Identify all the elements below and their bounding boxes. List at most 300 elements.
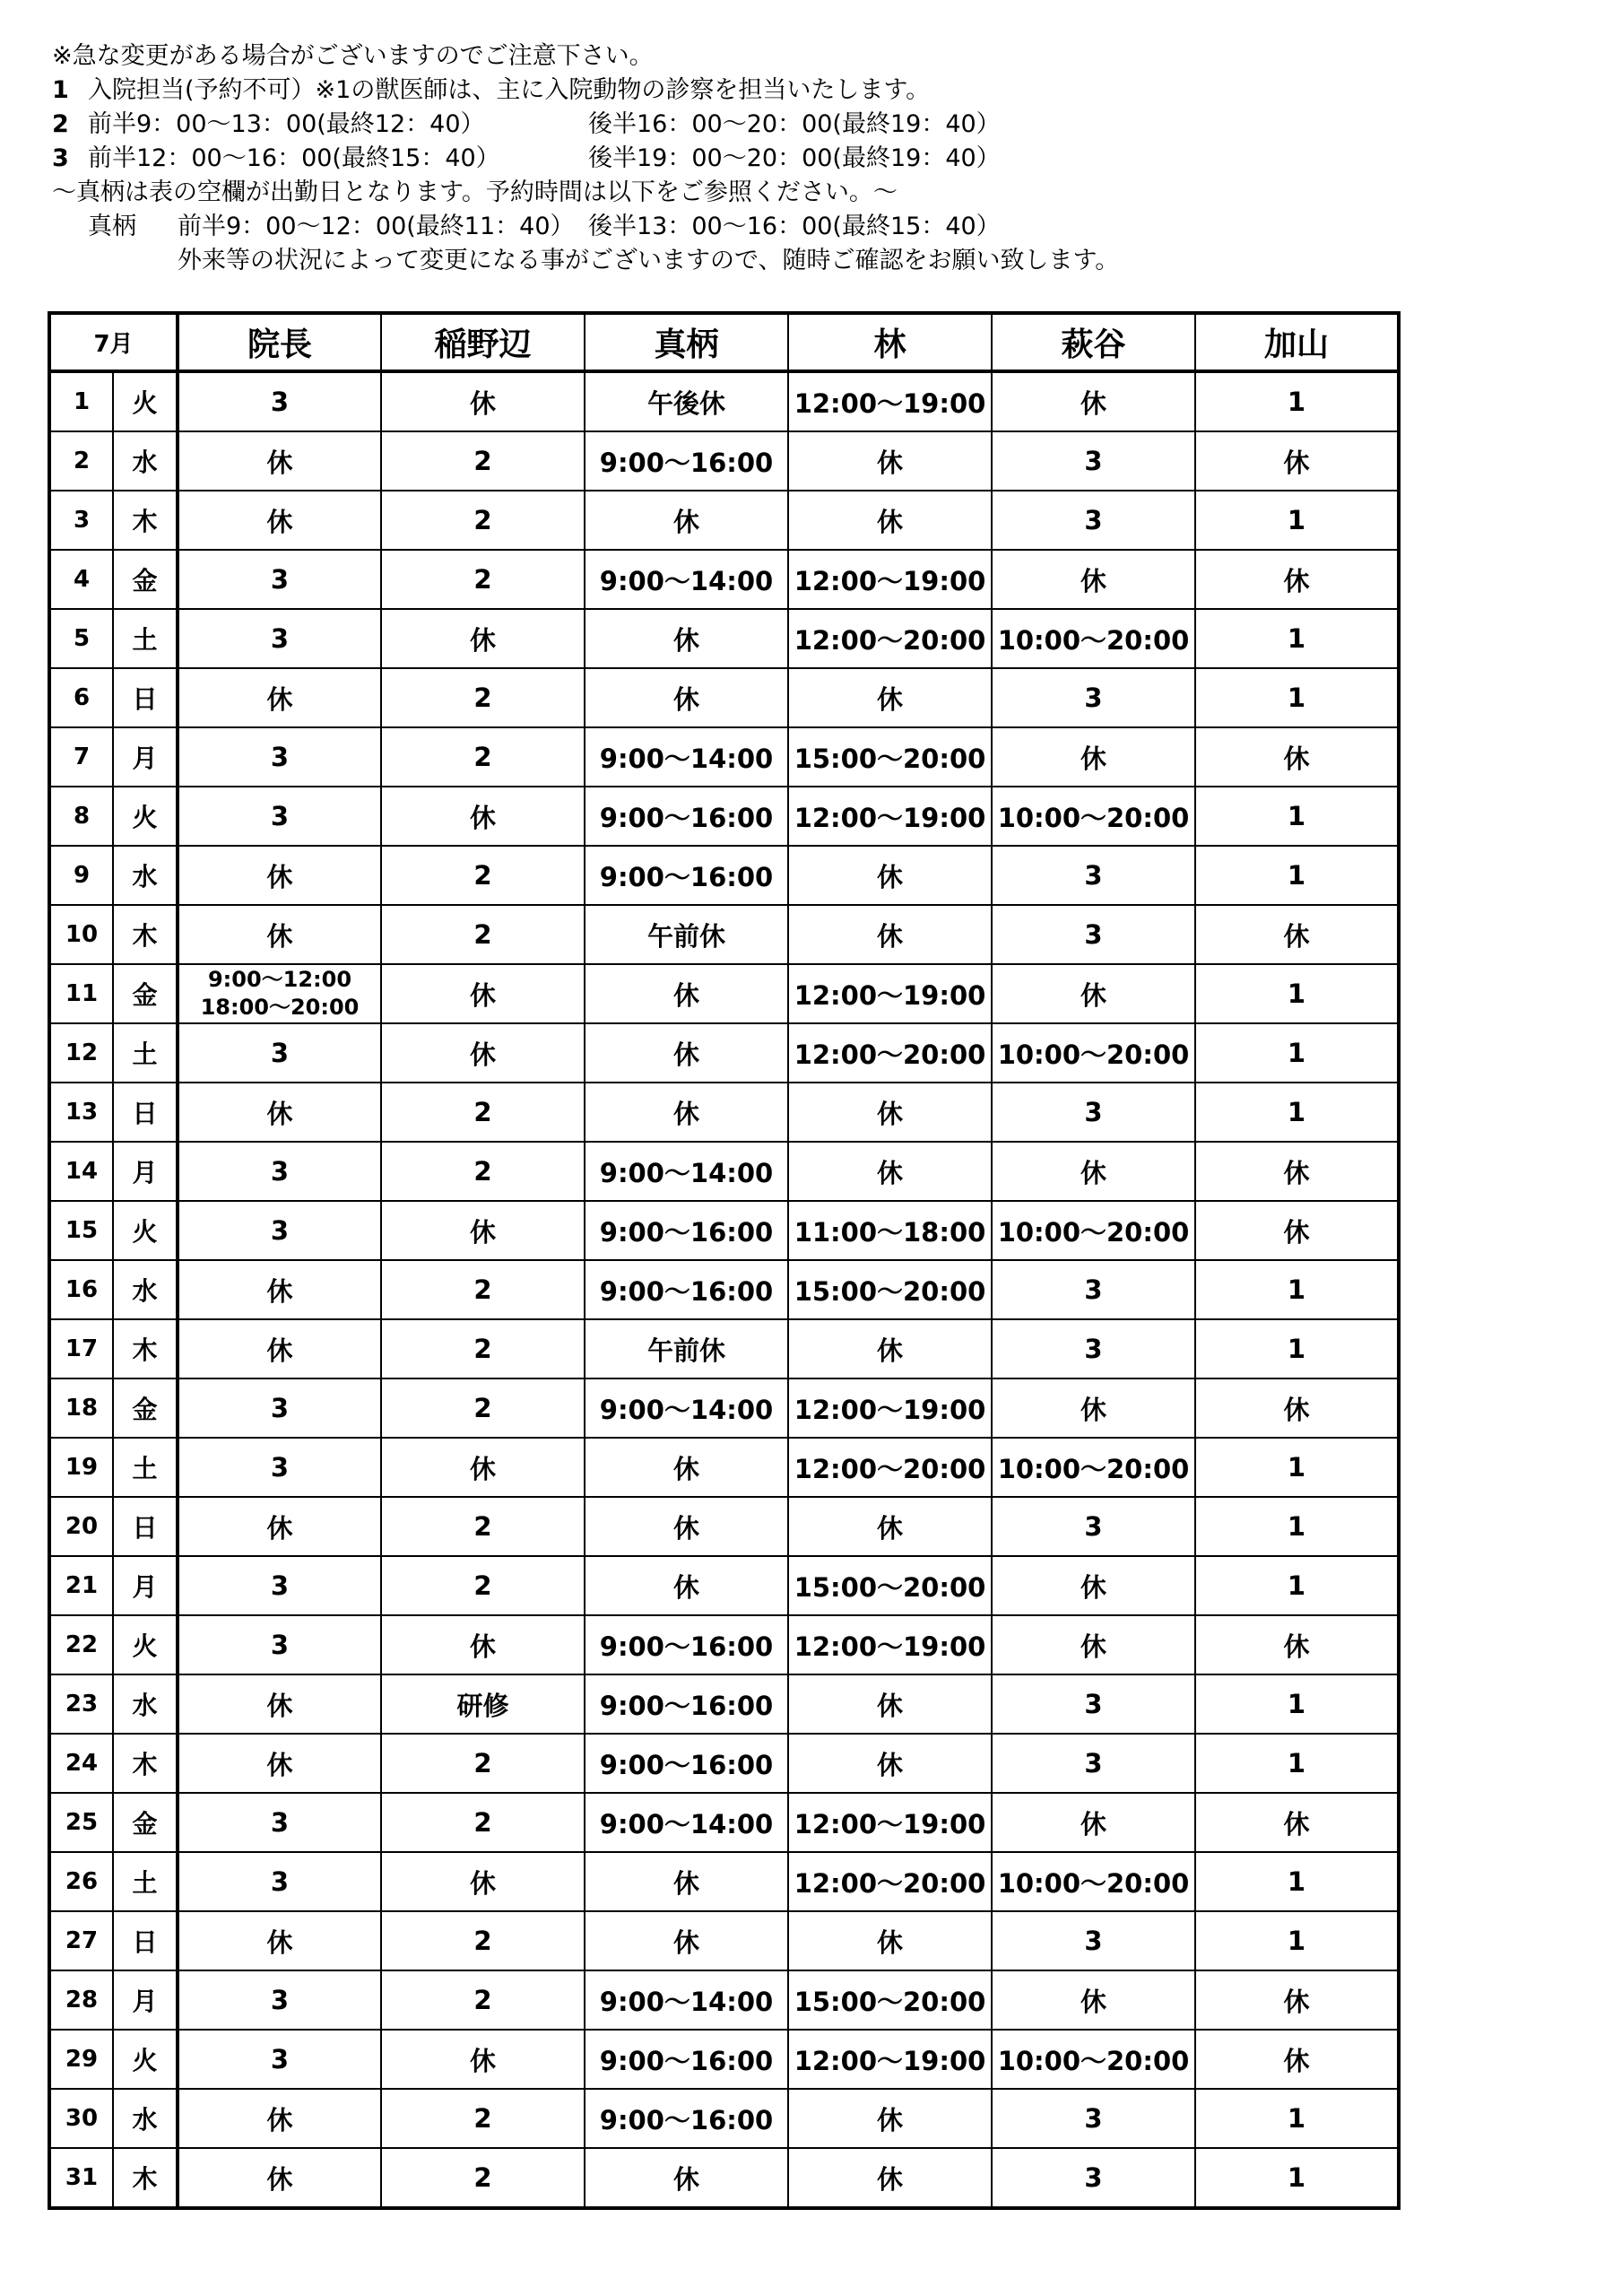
cell-hayashi: 休	[788, 491, 992, 550]
day-number: 10	[49, 905, 113, 964]
note-caution	[52, 39, 1576, 74]
weekday: 火	[113, 2030, 178, 2089]
cell-kayama: 1	[1195, 1023, 1399, 1083]
weekday: 火	[113, 1201, 178, 1260]
table-row	[49, 1201, 1399, 1260]
cell-hayashi: 休	[788, 2148, 992, 2208]
cell-inanobe: 2	[381, 431, 585, 491]
cell-hayashi: 15:00～20:00	[788, 727, 992, 787]
table-row	[49, 1438, 1399, 1497]
table-row	[49, 1734, 1399, 1793]
note-shift-3-number: 3	[52, 144, 69, 172]
cell-hayashi: 休	[788, 1142, 992, 1201]
cell-hagiya: 3	[992, 431, 1195, 491]
note-subject-to-change-text: 外来等の状況によって変更になる事がございますので、随時ご確認をお願い致します。	[178, 247, 1120, 274]
cell-hayashi: 休	[788, 431, 992, 491]
cell-hayashi: 休	[788, 1734, 992, 1793]
note-shift-2-number: 2	[52, 110, 69, 138]
cell-hagiya: 10:00～20:00	[992, 1438, 1195, 1497]
cell-director: 休	[178, 2089, 381, 2148]
weekday: 日	[113, 1083, 178, 1142]
cell-hayashi: 12:00～20:00	[788, 1023, 992, 1083]
note-magara-second-half: 後半13：00～16：00(最終15：40）	[588, 213, 1001, 240]
schedule-table	[48, 311, 1401, 2210]
weekday: 日	[113, 1497, 178, 1556]
cell-director: 3	[178, 609, 381, 668]
note-magara-name: 真柄	[88, 213, 136, 240]
cell-magara: 休	[585, 1911, 788, 1970]
cell-inanobe: 2	[381, 905, 585, 964]
cell-magara: 9:00～14:00	[585, 727, 788, 787]
day-number: 27	[49, 1911, 113, 1970]
weekday: 火	[113, 1615, 178, 1674]
cell-director: 休	[178, 1497, 381, 1556]
cell-magara: 9:00～14:00	[585, 1793, 788, 1852]
table-row	[49, 2148, 1399, 2208]
cell-magara: 休	[585, 1497, 788, 1556]
note-subject-to-change	[52, 244, 1576, 278]
cell-hayashi: 休	[788, 1911, 992, 1970]
cell-hagiya: 3	[992, 2148, 1195, 2208]
cell-kayama: 休	[1195, 905, 1399, 964]
day-number: 11	[49, 964, 113, 1023]
cell-hayashi: 12:00～19:00	[788, 2030, 992, 2089]
cell-hayashi: 休	[788, 2089, 992, 2148]
cell-hayashi: 15:00～20:00	[788, 1970, 992, 2030]
cell-inanobe: 研修	[381, 1674, 585, 1734]
cell-magara: 休	[585, 1852, 788, 1911]
weekday: 木	[113, 1734, 178, 1793]
table-row	[49, 1911, 1399, 1970]
cell-inanobe: 休	[381, 1615, 585, 1674]
cell-inanobe: 2	[381, 1556, 585, 1615]
cell-hayashi: 12:00～19:00	[788, 787, 992, 846]
weekday: 水	[113, 1674, 178, 1734]
header-hayashi: 林	[788, 313, 992, 371]
cell-hagiya: 10:00～20:00	[992, 1852, 1195, 1911]
cell-hayashi: 休	[788, 905, 992, 964]
cell-inanobe: 2	[381, 1142, 585, 1201]
cell-hagiya: 3	[992, 1674, 1195, 1734]
day-number: 8	[49, 787, 113, 846]
cell-director: 3	[178, 787, 381, 846]
cell-hayashi: 15:00～20:00	[788, 1260, 992, 1319]
cell-director: 3	[178, 1142, 381, 1201]
cell-kayama: 1	[1195, 1083, 1399, 1142]
table-row	[49, 371, 1399, 431]
cell-hagiya: 3	[992, 905, 1195, 964]
cell-hagiya: 3	[992, 846, 1195, 905]
cell-kayama: 1	[1195, 1556, 1399, 1615]
cell-magara: 午前休	[585, 1319, 788, 1378]
note-inpatient-number: 1	[52, 76, 69, 104]
cell-kayama: 1	[1195, 2089, 1399, 2148]
cell-hagiya: 3	[992, 1260, 1195, 1319]
cell-magara: 9:00～16:00	[585, 431, 788, 491]
table-row	[49, 1674, 1399, 1734]
weekday: 日	[113, 1911, 178, 1970]
cell-kayama: 休	[1195, 1615, 1399, 1674]
cell-inanobe: 2	[381, 727, 585, 787]
table-row	[49, 1142, 1399, 1201]
cell-inanobe: 2	[381, 1319, 585, 1378]
cell-magara: 9:00～14:00	[585, 550, 788, 609]
cell-hagiya: 10:00～20:00	[992, 1201, 1195, 1260]
table-row	[49, 1023, 1399, 1083]
note-magara-blank	[52, 176, 1576, 210]
cell-kayama: 1	[1195, 964, 1399, 1023]
day-number: 16	[49, 1260, 113, 1319]
cell-inanobe: 2	[381, 1970, 585, 2030]
day-number: 23	[49, 1674, 113, 1734]
day-number: 31	[49, 2148, 113, 2208]
cell-inanobe: 休	[381, 609, 585, 668]
weekday: 水	[113, 431, 178, 491]
day-number: 21	[49, 1556, 113, 1615]
day-number: 18	[49, 1378, 113, 1438]
table-row	[49, 787, 1399, 846]
cell-hagiya: 3	[992, 1911, 1195, 1970]
cell-inanobe: 休	[381, 371, 585, 431]
cell-inanobe: 2	[381, 668, 585, 727]
cell-magara: 9:00～16:00	[585, 846, 788, 905]
note-magara-blank-text: ～真柄は表の空欄が出勤日となります。予約時間は以下をご参照ください。～	[52, 178, 898, 206]
cell-hagiya: 休	[992, 371, 1195, 431]
day-number: 19	[49, 1438, 113, 1497]
cell-inanobe: 休	[381, 787, 585, 846]
weekday: 月	[113, 1970, 178, 2030]
cell-kayama: 1	[1195, 846, 1399, 905]
cell-kayama: 1	[1195, 609, 1399, 668]
table-row	[49, 727, 1399, 787]
cell-director: 休	[178, 1674, 381, 1734]
note-shift-3	[52, 142, 1576, 176]
table-row	[49, 668, 1399, 727]
table-row	[49, 846, 1399, 905]
cell-hayashi: 休	[788, 846, 992, 905]
cell-hagiya: 休	[992, 1556, 1195, 1615]
note-shift-3-second-half: 後半19：00～20：00(最終19：40）	[588, 144, 1001, 172]
day-number: 17	[49, 1319, 113, 1378]
weekday: 日	[113, 668, 178, 727]
cell-hagiya: 休	[992, 1970, 1195, 2030]
cell-inanobe: 休	[381, 964, 585, 1023]
header-hagiya: 萩谷	[992, 313, 1195, 371]
cell-kayama: 休	[1195, 1142, 1399, 1201]
note-shift-3-first-half: 前半12：00～16：00(最終15：40）	[88, 144, 500, 172]
cell-hayashi: 休	[788, 1083, 992, 1142]
table-row	[49, 2030, 1399, 2089]
table-row	[49, 1260, 1399, 1319]
cell-hayashi: 12:00～19:00	[788, 964, 992, 1023]
day-number: 6	[49, 668, 113, 727]
cell-magara: 休	[585, 964, 788, 1023]
cell-director: 3	[178, 371, 381, 431]
cell-hayashi: 休	[788, 668, 992, 727]
table-row	[49, 550, 1399, 609]
cell-kayama: 休	[1195, 431, 1399, 491]
cell-kayama: 1	[1195, 1734, 1399, 1793]
cell-hayashi: 12:00～20:00	[788, 1852, 992, 1911]
cell-hagiya: 休	[992, 550, 1195, 609]
cell-inanobe: 2	[381, 1911, 585, 1970]
cell-kayama: 1	[1195, 1911, 1399, 1970]
weekday: 火	[113, 371, 178, 431]
cell-inanobe: 2	[381, 1497, 585, 1556]
cell-director: 3	[178, 1556, 381, 1615]
cell-hagiya: 3	[992, 1497, 1195, 1556]
day-number: 3	[49, 491, 113, 550]
weekday: 水	[113, 2089, 178, 2148]
cell-hagiya: 休	[992, 1793, 1195, 1852]
cell-magara: 9:00～14:00	[585, 1142, 788, 1201]
cell-kayama: 休	[1195, 1793, 1399, 1852]
cell-hagiya: 休	[992, 727, 1195, 787]
table-row	[49, 1378, 1399, 1438]
cell-hayashi: 15:00～20:00	[788, 1556, 992, 1615]
cell-hagiya: 休	[992, 1378, 1195, 1438]
cell-kayama: 休	[1195, 1378, 1399, 1438]
cell-director: 3	[178, 2030, 381, 2089]
cell-hayashi: 12:00～20:00	[788, 609, 992, 668]
cell-inanobe: 2	[381, 846, 585, 905]
weekday: 木	[113, 2148, 178, 2208]
weekday: 土	[113, 609, 178, 668]
day-number: 9	[49, 846, 113, 905]
day-number: 2	[49, 431, 113, 491]
table-row	[49, 905, 1399, 964]
cell-director: 3	[178, 550, 381, 609]
cell-kayama: 1	[1195, 787, 1399, 846]
weekday: 土	[113, 1438, 178, 1497]
cell-kayama: 休	[1195, 727, 1399, 787]
cell-magara: 午後休	[585, 371, 788, 431]
cell-director: 休	[178, 431, 381, 491]
cell-magara: 休	[585, 2148, 788, 2208]
table-row	[49, 491, 1399, 550]
note-shift-2	[52, 108, 1576, 142]
cell-magara: 9:00～14:00	[585, 1378, 788, 1438]
cell-director: 休	[178, 1260, 381, 1319]
cell-magara: 9:00～16:00	[585, 1674, 788, 1734]
cell-kayama: 1	[1195, 1674, 1399, 1734]
cell-kayama: 1	[1195, 491, 1399, 550]
table-row	[49, 431, 1399, 491]
cell-hagiya: 10:00～20:00	[992, 787, 1195, 846]
cell-hayashi: 12:00～19:00	[788, 1793, 992, 1852]
table-row	[49, 1970, 1399, 2030]
cell-magara: 休	[585, 668, 788, 727]
cell-magara: 9:00～16:00	[585, 2089, 788, 2148]
table-row	[49, 1083, 1399, 1142]
cell-hayashi: 12:00～19:00	[788, 1615, 992, 1674]
cell-inanobe: 2	[381, 2089, 585, 2148]
cell-director: 休	[178, 2148, 381, 2208]
cell-magara: 休	[585, 1556, 788, 1615]
cell-hagiya: 3	[992, 491, 1195, 550]
cell-director: 9:00～12:00 18:00～20:00	[178, 964, 381, 1023]
cell-kayama: 1	[1195, 1497, 1399, 1556]
weekday: 月	[113, 1142, 178, 1201]
cell-magara: 休	[585, 1083, 788, 1142]
table-row	[49, 609, 1399, 668]
weekday: 木	[113, 1319, 178, 1378]
day-number: 20	[49, 1497, 113, 1556]
cell-director: 3	[178, 1023, 381, 1083]
cell-inanobe: 休	[381, 1852, 585, 1911]
cell-hayashi: 休	[788, 1497, 992, 1556]
cell-director: 3	[178, 1438, 381, 1497]
cell-hagiya: 3	[992, 668, 1195, 727]
cell-hayashi: 12:00～19:00	[788, 1378, 992, 1438]
weekday: 火	[113, 787, 178, 846]
cell-director: 3	[178, 1852, 381, 1911]
cell-hagiya: 3	[992, 1083, 1195, 1142]
cell-director: 3	[178, 727, 381, 787]
cell-kayama: 1	[1195, 1319, 1399, 1378]
cell-magara: 9:00～16:00	[585, 2030, 788, 2089]
note-magara-first-half: 前半9：00～12：00(最終11：40）	[178, 213, 575, 240]
cell-hayashi: 11:00～18:00	[788, 1201, 992, 1260]
cell-kayama: 休	[1195, 2030, 1399, 2089]
cell-director: 3	[178, 1615, 381, 1674]
note-magara-hours	[52, 210, 1576, 244]
day-number: 13	[49, 1083, 113, 1142]
weekday: 水	[113, 846, 178, 905]
day-number: 22	[49, 1615, 113, 1674]
cell-hagiya: 休	[992, 1142, 1195, 1201]
cell-inanobe: 休	[381, 1023, 585, 1083]
weekday: 金	[113, 964, 178, 1023]
cell-magara: 9:00～16:00	[585, 1260, 788, 1319]
table-row	[49, 1319, 1399, 1378]
day-number: 29	[49, 2030, 113, 2089]
note-shift-2-second-half: 後半16：00～20：00(最終19：40）	[588, 110, 1001, 138]
day-number: 26	[49, 1852, 113, 1911]
table-row	[49, 1615, 1399, 1674]
cell-director: 3	[178, 1793, 381, 1852]
cell-hagiya: 10:00～20:00	[992, 2030, 1195, 2089]
cell-magara: 9:00～14:00	[585, 1970, 788, 2030]
day-number: 4	[49, 550, 113, 609]
day-number: 24	[49, 1734, 113, 1793]
month-header: 7月	[49, 313, 178, 371]
cell-magara: 9:00～16:00	[585, 787, 788, 846]
note-caution-text: ※急な変更がある場合がございますのでご注意下さい。	[52, 42, 654, 70]
cell-hagiya: 3	[992, 1734, 1195, 1793]
cell-inanobe: 休	[381, 2030, 585, 2089]
cell-kayama: 1	[1195, 1438, 1399, 1497]
cell-hagiya: 10:00～20:00	[992, 1023, 1195, 1083]
weekday: 木	[113, 905, 178, 964]
cell-kayama: 1	[1195, 1852, 1399, 1911]
cell-director: 休	[178, 491, 381, 550]
note-inpatient-text: 入院担当(予約不可）※1の獣医師は、主に入院動物の診察を担当いたします。	[88, 76, 931, 104]
cell-director: 3	[178, 1970, 381, 2030]
cell-hagiya: 10:00～20:00	[992, 609, 1195, 668]
cell-director: 休	[178, 1734, 381, 1793]
cell-kayama: 休	[1195, 1201, 1399, 1260]
table-row	[49, 1793, 1399, 1852]
cell-hagiya: 3	[992, 1319, 1195, 1378]
day-number: 5	[49, 609, 113, 668]
cell-magara: 休	[585, 609, 788, 668]
schedule-notes	[52, 39, 1576, 278]
table-row	[49, 2089, 1399, 2148]
cell-inanobe: 休	[381, 1201, 585, 1260]
note-inpatient	[52, 74, 1576, 108]
weekday: 土	[113, 1023, 178, 1083]
header-kayama: 加山	[1195, 313, 1399, 371]
cell-magara: 休	[585, 491, 788, 550]
cell-director: 休	[178, 1911, 381, 1970]
schedule-body	[49, 371, 1399, 2208]
weekday: 金	[113, 1793, 178, 1852]
weekday: 月	[113, 1556, 178, 1615]
table-row	[49, 1556, 1399, 1615]
cell-hayashi: 12:00～20:00	[788, 1438, 992, 1497]
cell-inanobe: 休	[381, 1438, 585, 1497]
table-row	[49, 1852, 1399, 1911]
cell-director: 休	[178, 1083, 381, 1142]
day-number: 1	[49, 371, 113, 431]
day-number: 15	[49, 1201, 113, 1260]
cell-hayashi: 12:00～19:00	[788, 550, 992, 609]
day-number: 14	[49, 1142, 113, 1201]
cell-inanobe: 2	[381, 1260, 585, 1319]
cell-magara: 9:00～16:00	[585, 1734, 788, 1793]
cell-hayashi: 休	[788, 1319, 992, 1378]
cell-director: 3	[178, 1201, 381, 1260]
cell-director: 休	[178, 846, 381, 905]
table-row	[49, 1497, 1399, 1556]
cell-inanobe: 2	[381, 1793, 585, 1852]
weekday: 金	[113, 550, 178, 609]
cell-hagiya: 休	[992, 964, 1195, 1023]
weekday: 水	[113, 1260, 178, 1319]
weekday: 月	[113, 727, 178, 787]
cell-kayama: 1	[1195, 668, 1399, 727]
cell-inanobe: 2	[381, 550, 585, 609]
day-number: 25	[49, 1793, 113, 1852]
header-inanobe: 稲野辺	[381, 313, 585, 371]
cell-magara: 9:00～16:00	[585, 1615, 788, 1674]
weekday: 木	[113, 491, 178, 550]
day-number: 30	[49, 2089, 113, 2148]
cell-inanobe: 2	[381, 2148, 585, 2208]
table-row	[49, 964, 1399, 1023]
header-row	[49, 313, 1399, 371]
cell-magara: 休	[585, 1438, 788, 1497]
cell-magara: 9:00～16:00	[585, 1201, 788, 1260]
weekday: 土	[113, 1852, 178, 1911]
cell-kayama: 休	[1195, 1970, 1399, 2030]
cell-director: 3	[178, 1378, 381, 1438]
cell-kayama: 1	[1195, 1260, 1399, 1319]
cell-hagiya: 休	[992, 1615, 1195, 1674]
day-number: 28	[49, 1970, 113, 2030]
header-director: 院長	[178, 313, 381, 371]
cell-inanobe: 2	[381, 1378, 585, 1438]
header-magara: 真柄	[585, 313, 788, 371]
cell-kayama: 1	[1195, 371, 1399, 431]
cell-magara: 休	[585, 1023, 788, 1083]
note-shift-2-first-half: 前半9：00～13：00(最終12：40）	[88, 110, 485, 138]
cell-inanobe: 2	[381, 491, 585, 550]
cell-director: 休	[178, 1319, 381, 1378]
cell-hagiya: 3	[992, 2089, 1195, 2148]
cell-kayama: 休	[1195, 550, 1399, 609]
